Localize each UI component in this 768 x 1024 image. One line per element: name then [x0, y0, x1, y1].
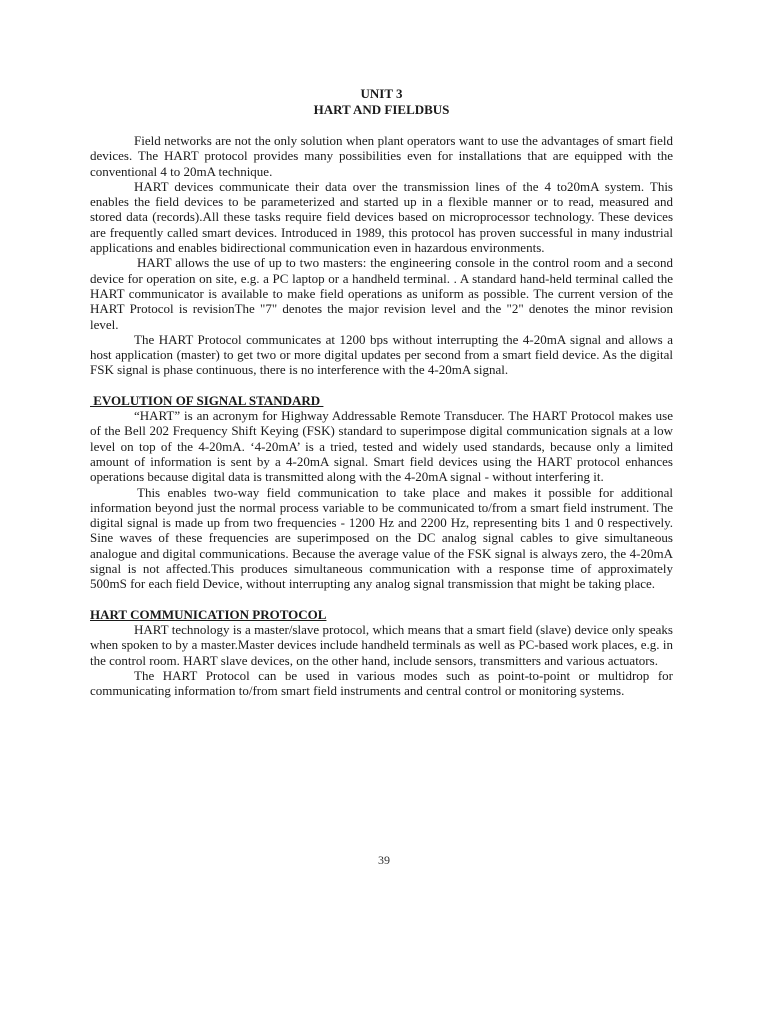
evolution-paragraph-2: This enables two-way field communication to take place and makes it possible for additional information beyond just the normal process variable to be communicated to/from a smart field instrument. The digital signal is made up from two frequencies - 1200 Hz and 2200 Hz, representing bits 1 and 0 respectively. Sine waves of these frequencies are superimposed on the DC analog signal cables to give simultaneous analogue and digital communications. Because the average value of the FSK signal is always zero, the 4-20mA signal is not affected.This produces simultaneous communication with a response time of approximately 500mS for each field Device, without interrupting any analog signal transmission that might be taking place. — [90, 484, 673, 592]
intro-paragraph-3: HART allows the use of up to two masters: the engineering console in the control room and a second device for operation on site, e.g. a PC laptop or a handheld terminal. . A standard hand-held terminal called the HART communicator is available to make field operations as uniform as possible. The current version of the HART Protocol is revisionThe "7" denotes the major revision level and the "2" denotes the minor revision level. — [90, 255, 673, 332]
page-title: HART AND FIELDBUS — [313, 101, 450, 117]
evolution-paragraph-1: “HART” is an acronym for Highway Addressable Remote Transducer. The HART Protocol makes use of the Bell 202 Frequency Shift Keying (FSK) standard to superimpose digital communication signals at a low level on top of the 4-20mA. ‘4-20mA’ is a tried, tested and widely used standards, because only a limited amount of information is sent by a 4-20mA signal. Smart field devices using the HART protocol enhances operations because digital data is transmitted along with the 4-20mA signal - without interfering it. — [90, 408, 673, 485]
intro-paragraph-1: Field networks are not the only solution when plant operators want to use the advantages of smart field devices. The HART protocol provides many possibilities even for installations that are equipped with the conventional 4 to 20mA technique. — [90, 133, 673, 179]
unit-heading — [90, 86, 673, 117]
intro-paragraph-2: HART devices communicate their data over the transmission lines of the 4 to20mA system. This enables the field devices to be parameterized and started up in a flexible manner or to read, measured and stored data (records).All these tasks require field devices based on microprocessor technology. These devices are frequently called smart devices. Introduced in 1989, this protocol has proven successful in many industrial applications and enables bidirectional communication even in hazardous environments. — [90, 178, 673, 256]
communication-paragraph-1: HART technology is a master/slave protocol, which means that a smart field (slave) device only speaks when spoken to by a master.Master devices include handheld terminals as well as PC-based work places, e.g. in the control room. HART slave devices, on the other hand, include sensors, transmitters and various actuators. — [90, 621, 673, 668]
document-page — [90, 86, 673, 698]
section-title-evolution: EVOLUTION OF SIGNAL STANDARD — [90, 392, 324, 408]
communication-paragraph-2: The HART Protocol can be used in various modes such as point-to-point or multidrop for communicating information to/from smart field instruments and central control or monitoring systems. — [90, 667, 673, 699]
unit-label: UNIT 3 — [360, 86, 403, 101]
page-number: 39 — [378, 853, 390, 867]
section-title-communication: HART COMMUNICATION PROTOCOL — [90, 606, 327, 622]
intro-paragraph-4: The HART Protocol communicates at 1200 bps without interrupting the 4-20mA signal and allows a host application (master) to get two or more digital updates per second from a smart field device. As the digital FSK signal is phase continuous, there is no interference with the 4-20mA signal. — [90, 331, 673, 378]
